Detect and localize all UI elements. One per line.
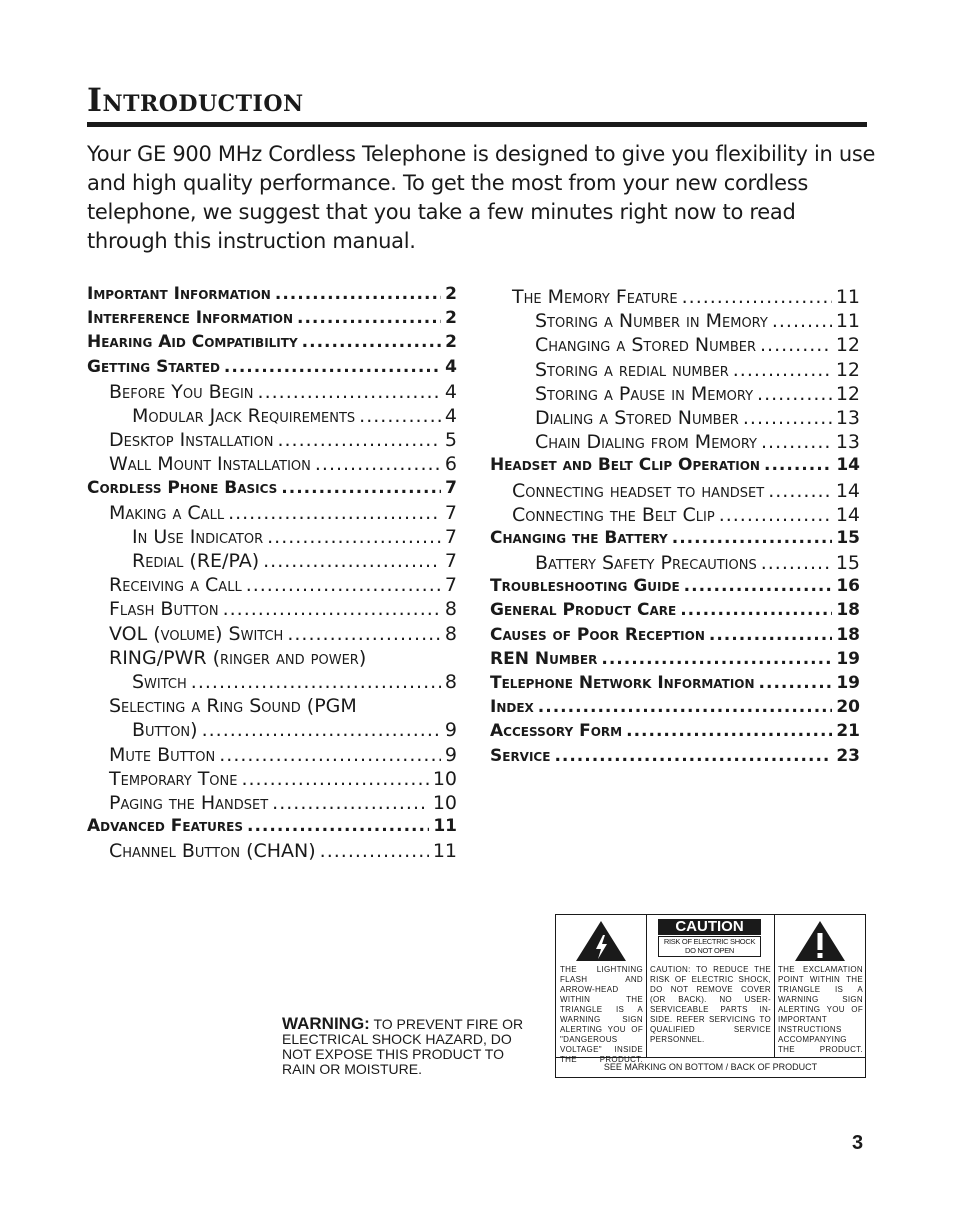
toc-leader-dots	[191, 671, 441, 693]
toc-entry	[87, 671, 457, 695]
toc-entry-page: 4	[444, 380, 457, 403]
toc-entry	[87, 308, 457, 332]
toc-leader-dots	[772, 310, 832, 332]
toc-entry	[87, 526, 457, 550]
warning-notice	[282, 1016, 532, 1077]
title-rule	[87, 122, 867, 127]
toc-entry	[87, 332, 457, 356]
toc-leader-dots	[733, 359, 832, 381]
toc-entry-page: 2	[445, 332, 457, 353]
toc-entry-title: Dialing a Stored Number	[535, 406, 739, 429]
toc-entry-title: Important Information	[87, 284, 271, 304]
toc-entry-page: 18	[836, 624, 860, 645]
toc-entry-page: 12	[835, 334, 860, 357]
toc-entry-title: Connecting the Belt Clip	[512, 503, 715, 526]
toc-entry	[490, 431, 860, 455]
toc-leader-dots	[302, 332, 442, 352]
toc-entry	[87, 574, 457, 598]
toc-leader-dots	[761, 552, 832, 574]
warning-text: TO PREVENT FIRE OR ELECTRICAL SHOCK HAZARD, DO NOT EXPOSE THIS PRODUCT TO RAIN OR MOISTURE.	[282, 1016, 524, 1077]
toc-entry	[490, 528, 860, 552]
toc-entry-page: 10	[432, 791, 457, 814]
toc-entry-title: VOL (volume) Switch	[109, 622, 284, 645]
toc-entry	[87, 768, 457, 792]
toc-entry	[490, 625, 860, 649]
toc-leader-dots	[682, 286, 832, 308]
toc-entry-title: Index	[490, 697, 534, 718]
caution-center-panel	[646, 915, 775, 1058]
toc-entry-title: Making a Call	[109, 501, 225, 524]
toc-left-column	[87, 284, 457, 865]
lightning-triangle-icon	[574, 919, 628, 963]
toc-entry	[87, 550, 457, 574]
toc-entry	[87, 623, 457, 647]
caution-left-panel	[556, 915, 647, 1064]
toc-entry-title: Causes of Poor Reception	[490, 624, 705, 645]
toc-entry-title: RING/PWR (ringer and power)	[109, 646, 367, 669]
toc-entry	[490, 576, 860, 600]
toc-leader-dots	[759, 673, 833, 693]
caution-left-text: THE LIGHTNING FLASH AND ARROW-HEAD WITHIN THE TRIANGLE IS A WARNING SIGN ALERTING YOU OF "DANGEROUS VOLTAGE" INSIDE THE PRODUCT.	[560, 965, 643, 1064]
toc-leader-dots	[287, 623, 441, 645]
toc-entry-title: Redial (RE/PA)	[132, 550, 260, 573]
toc-entry	[490, 359, 860, 383]
toc-entry-page: 20	[836, 697, 860, 718]
toc-entry-title: Storing a Number in Memory	[535, 310, 768, 333]
toc-entry-title: Troubleshooting Guide	[490, 576, 680, 597]
toc-entry	[87, 840, 457, 864]
caution-subtitle	[658, 936, 761, 957]
toc-entry-page: 14	[836, 455, 860, 476]
toc-entry	[87, 744, 457, 768]
toc-entry-page: 9	[444, 719, 457, 742]
toc-entry-title: Modular Jack Requirements	[132, 404, 356, 427]
toc-entry	[87, 478, 457, 502]
toc-leader-dots	[223, 598, 441, 620]
toc-entry-page: 8	[444, 622, 457, 645]
toc-leader-dots	[761, 431, 832, 453]
toc-entry	[490, 552, 860, 576]
toc-entry	[490, 455, 860, 479]
toc-leader-dots	[680, 600, 832, 620]
toc-entry-title: Connecting headset to handset	[512, 479, 765, 502]
toc-entry-page: 13	[835, 406, 860, 429]
toc-entry-title: Button)	[132, 719, 198, 742]
toc-entry-page: 6	[444, 453, 457, 476]
toc-entry-title: Storing a redial number	[535, 358, 729, 381]
toc-entry-page: 11	[432, 840, 457, 863]
toc-entry	[490, 600, 860, 624]
toc-entry-page: 2	[445, 284, 457, 304]
toc-leader-dots	[228, 502, 441, 524]
page-title: Introduction	[87, 81, 304, 119]
toc-entry-title: Telephone Network Information	[490, 673, 755, 693]
toc-leader-dots	[554, 746, 832, 766]
toc-leader-dots	[760, 334, 832, 356]
toc-leader-dots	[272, 792, 429, 814]
toc-entry-page: 8	[444, 598, 457, 621]
toc-entry-page: 2	[445, 308, 457, 329]
caution-subtitle-line-2: DO NOT OPEN	[684, 946, 735, 955]
caution-right-text: THE EXCLAMATION POINT WITHIN THE TRIANGLE IS A WARNING SIGN ALERTING YOU OF IMPORTANT INSTRUCTIONS ACCOMPANYING THE PRODUCT.	[778, 965, 863, 1054]
toc-entry-page: 21	[836, 721, 860, 742]
toc-entry	[490, 649, 860, 673]
toc-entry-page: 10	[432, 767, 457, 790]
toc-entry-title: The Memory Feature	[512, 286, 678, 308]
toc-entry-title: Changing the Battery	[490, 527, 668, 548]
toc-entry-title: REN Number	[490, 648, 598, 669]
toc-entry-title: General Product Care	[490, 600, 677, 621]
toc-entry-title: Mute Button	[109, 743, 216, 766]
toc-entry	[87, 284, 457, 308]
caution-right-panel	[774, 915, 866, 1058]
toc-entry	[490, 286, 860, 310]
toc-leader-dots	[709, 625, 832, 645]
toc-entry-title: Receiving a Call	[109, 574, 242, 597]
toc-leader-dots	[224, 357, 441, 377]
toc-entry	[490, 334, 860, 358]
toc-leader-dots	[743, 407, 832, 429]
toc-entry-title: Changing a Stored Number	[535, 334, 756, 357]
toc-entry	[490, 310, 860, 334]
toc-entry-title: Switch	[132, 671, 187, 693]
toc-entry-page: 5	[444, 429, 457, 452]
caution-subtitle-line-1: RISK OF ELECTRIC SHOCK	[663, 937, 756, 946]
toc-leader-dots	[315, 453, 441, 475]
toc-entry-title: Wall Mount Installation	[109, 453, 311, 476]
toc-entry-title: Storing a Pause in Memory	[535, 382, 754, 405]
toc-entry-title: Advanced Features	[87, 816, 243, 837]
toc-entry	[87, 453, 457, 477]
toc-entry-page: 7	[444, 574, 457, 597]
toc-leader-dots	[277, 429, 440, 451]
toc-entry-page: 12	[835, 358, 860, 381]
toc-entry-title: Getting Started	[87, 356, 220, 377]
toc-entry	[490, 504, 860, 528]
toc-entry	[87, 357, 457, 381]
toc-entry-page: 8	[444, 671, 457, 693]
toc-entry-page: 16	[836, 576, 860, 597]
toc-entry-page: 18	[836, 600, 860, 621]
toc-leader-dots	[768, 480, 832, 502]
toc-entry-title: Interference Information	[87, 308, 293, 329]
toc-entry	[490, 746, 860, 770]
toc-entry-page: 15	[836, 527, 860, 548]
intro-paragraph: Your GE 900 MHz Cordless Telephone is designed to give you flexibility in use and high quality performance. To get the most from your new cordless telephone, we suggest that you take a few minutes right now to read through this instruction manual.	[87, 142, 876, 253]
toc-leader-dots	[202, 719, 441, 741]
toc-entry-title: Selecting a Ring Sound (PGM	[109, 695, 357, 718]
toc-right-column	[490, 286, 860, 770]
toc-entry-title: Service	[490, 745, 551, 766]
toc-entry-title: Accessory Form	[490, 721, 623, 742]
toc-entry-page: 4	[445, 356, 457, 377]
toc-entry-page: 19	[836, 648, 860, 669]
toc-entry-title: Before You Begin	[109, 380, 254, 403]
toc-leader-dots	[719, 504, 832, 526]
toc-leader-dots	[281, 478, 441, 498]
toc-entry-title: Desktop Installation	[109, 429, 274, 452]
toc-entry-page: 11	[433, 816, 457, 837]
toc-leader-dots	[258, 381, 441, 403]
toc-leader-dots	[626, 721, 832, 741]
toc-entry-page: 7	[444, 525, 457, 548]
toc-entry-page: 14	[835, 503, 860, 526]
toc-leader-dots	[684, 576, 833, 596]
toc-leader-dots	[247, 816, 429, 836]
toc-entry	[490, 697, 860, 721]
toc-entry-page: 7	[444, 501, 457, 524]
toc-entry	[490, 480, 860, 504]
toc-leader-dots	[246, 574, 441, 596]
toc-entry-title: Flash Button	[109, 598, 219, 621]
toc-leader-dots	[359, 405, 441, 427]
toc-entry	[87, 719, 457, 743]
toc-entry	[87, 381, 457, 405]
toc-entry	[87, 405, 457, 429]
toc-leader-dots	[672, 528, 833, 548]
toc-entry-page: 12	[835, 382, 860, 405]
toc-entry	[87, 816, 457, 840]
toc-leader-dots	[538, 697, 833, 717]
toc-entry-page: 11	[835, 310, 860, 333]
toc-leader-dots	[275, 284, 441, 304]
toc-entry-page: 4	[444, 404, 457, 427]
toc-entry-title: Hearing Aid Compatibility	[87, 332, 298, 353]
warning-label: WARNING:	[282, 1014, 370, 1033]
toc-entry	[490, 673, 860, 697]
toc-entry-page: 15	[835, 552, 860, 575]
toc-entry-title: Temporary Tone	[109, 767, 238, 790]
exclamation-triangle-icon	[793, 919, 847, 963]
toc-entry-title: Headset and Belt Clip Operation	[490, 455, 760, 476]
toc-entry-title: Battery Safety Precautions	[535, 552, 757, 575]
toc-entry-page: 9	[444, 743, 457, 766]
toc-leader-dots	[601, 649, 832, 669]
toc-entry-page: 14	[835, 479, 860, 502]
toc-entry	[490, 721, 860, 745]
toc-entry-page: 7	[444, 550, 457, 573]
page-number: 3	[852, 1132, 864, 1154]
toc-entry	[87, 502, 457, 526]
toc-leader-dots	[219, 744, 441, 766]
toc-leader-dots	[267, 526, 441, 548]
toc-entry	[87, 429, 457, 453]
caution-box	[555, 914, 866, 1078]
toc-leader-dots	[757, 383, 832, 405]
toc-entry-title: Channel Button (CHAN)	[109, 840, 316, 863]
toc-entry-page: 13	[835, 431, 860, 454]
toc-entry-title: Chain Dialing from Memory	[535, 431, 758, 454]
caution-footer: SEE MARKING ON BOTTOM / BACK OF PRODUCT	[556, 1057, 865, 1077]
toc-leader-dots	[241, 768, 428, 790]
caution-center-text: CAUTION: TO REDUCE THE RISK OF ELECTRIC SHOCK, DO NOT REMOVE COVER (OR BACK). NO USER-SERVICEABLE PARTS IN-SIDE. REFER SERVICING TO QUALIFIED SERVICE PERSONNEL.	[650, 965, 771, 1044]
toc-entry	[490, 407, 860, 431]
toc-entry-page: 19	[836, 673, 860, 693]
toc-leader-dots	[764, 455, 832, 475]
caution-title: CAUTION	[658, 919, 761, 935]
toc-entry	[87, 647, 457, 671]
toc-entry	[87, 598, 457, 622]
toc-entry-page: 23	[836, 745, 860, 766]
toc-entry-page: 11	[835, 286, 860, 308]
toc-leader-dots	[263, 550, 441, 572]
toc-entry-page: 7	[445, 477, 457, 498]
toc-entry-title: Cordless Phone Basics	[87, 477, 278, 498]
toc-entry	[87, 792, 457, 816]
toc-leader-dots	[297, 308, 441, 328]
toc-entry	[490, 383, 860, 407]
toc-entry-title: Paging the Handset	[109, 791, 269, 814]
toc-leader-dots	[320, 840, 429, 862]
toc-entry	[87, 695, 457, 719]
toc-entry-title: In Use Indicator	[132, 525, 264, 548]
